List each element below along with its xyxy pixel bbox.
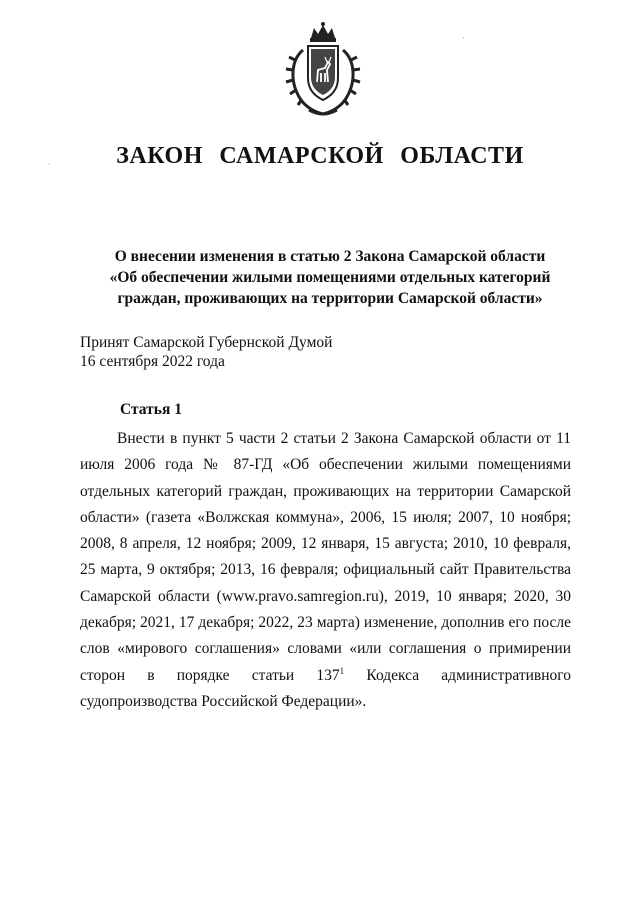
subtitle-line: О внесении изменения в статью 2 Закона Самарской области: [114, 248, 546, 265]
coat-of-arms-emblem: [281, 20, 365, 120]
article-heading: Статья 1: [120, 401, 182, 418]
adoption-date: 16 сентября 2022 года: [80, 353, 225, 370]
subtitle-line: «Об обеспечении жилыми помещениями отдельных категорий: [109, 269, 551, 286]
scan-mark: ·: [462, 34, 465, 43]
law-title: ЗАКОН САМАРСКОЙ ОБЛАСТИ: [116, 143, 524, 169]
article-text-part2: Кодекса административного судопроизводства Российской Федерации».: [80, 666, 571, 710]
coat-of-arms-icon: [281, 20, 365, 120]
law-subtitle: [90, 246, 570, 309]
article-text-part1: Внести в пункт 5 части 2 статьи 2 Закона Самарской области от 11 июля 2006 года № 87-ГД «Об обеспечении жилыми помещениями отдельных категорий граждан, проживающих на территории Самарской области» (газета «Волжская коммуна», 2006, 15 июля; 2007, 10 ноября; 2008, 8 апреля, 12 ноября; 2009, 12 января, 15 августа; 2010, 10 февраля, 25 марта, 9 октября; 2013, 16 февраля; официальный сайт Правительства Самарской области (www.pravo.samregion.ru), 2019, 10 января; 2020, 30 декабря; 2021, 17 декабря; 2022, 23 марта) изменение, дополнив его после слов «мирового соглашения» словами «или соглашения о примирении сторон в порядке статьи 137: [80, 430, 571, 684]
adoption-info: [80, 333, 332, 371]
adopted-by: Принят Самарской Губернской Думой: [80, 334, 333, 351]
article-superscript: 1: [339, 665, 345, 676]
subtitle-line: граждан, проживающих на территории Самарской области»: [117, 290, 543, 307]
article-body: [80, 426, 571, 715]
scan-mark: ·: [48, 160, 51, 169]
